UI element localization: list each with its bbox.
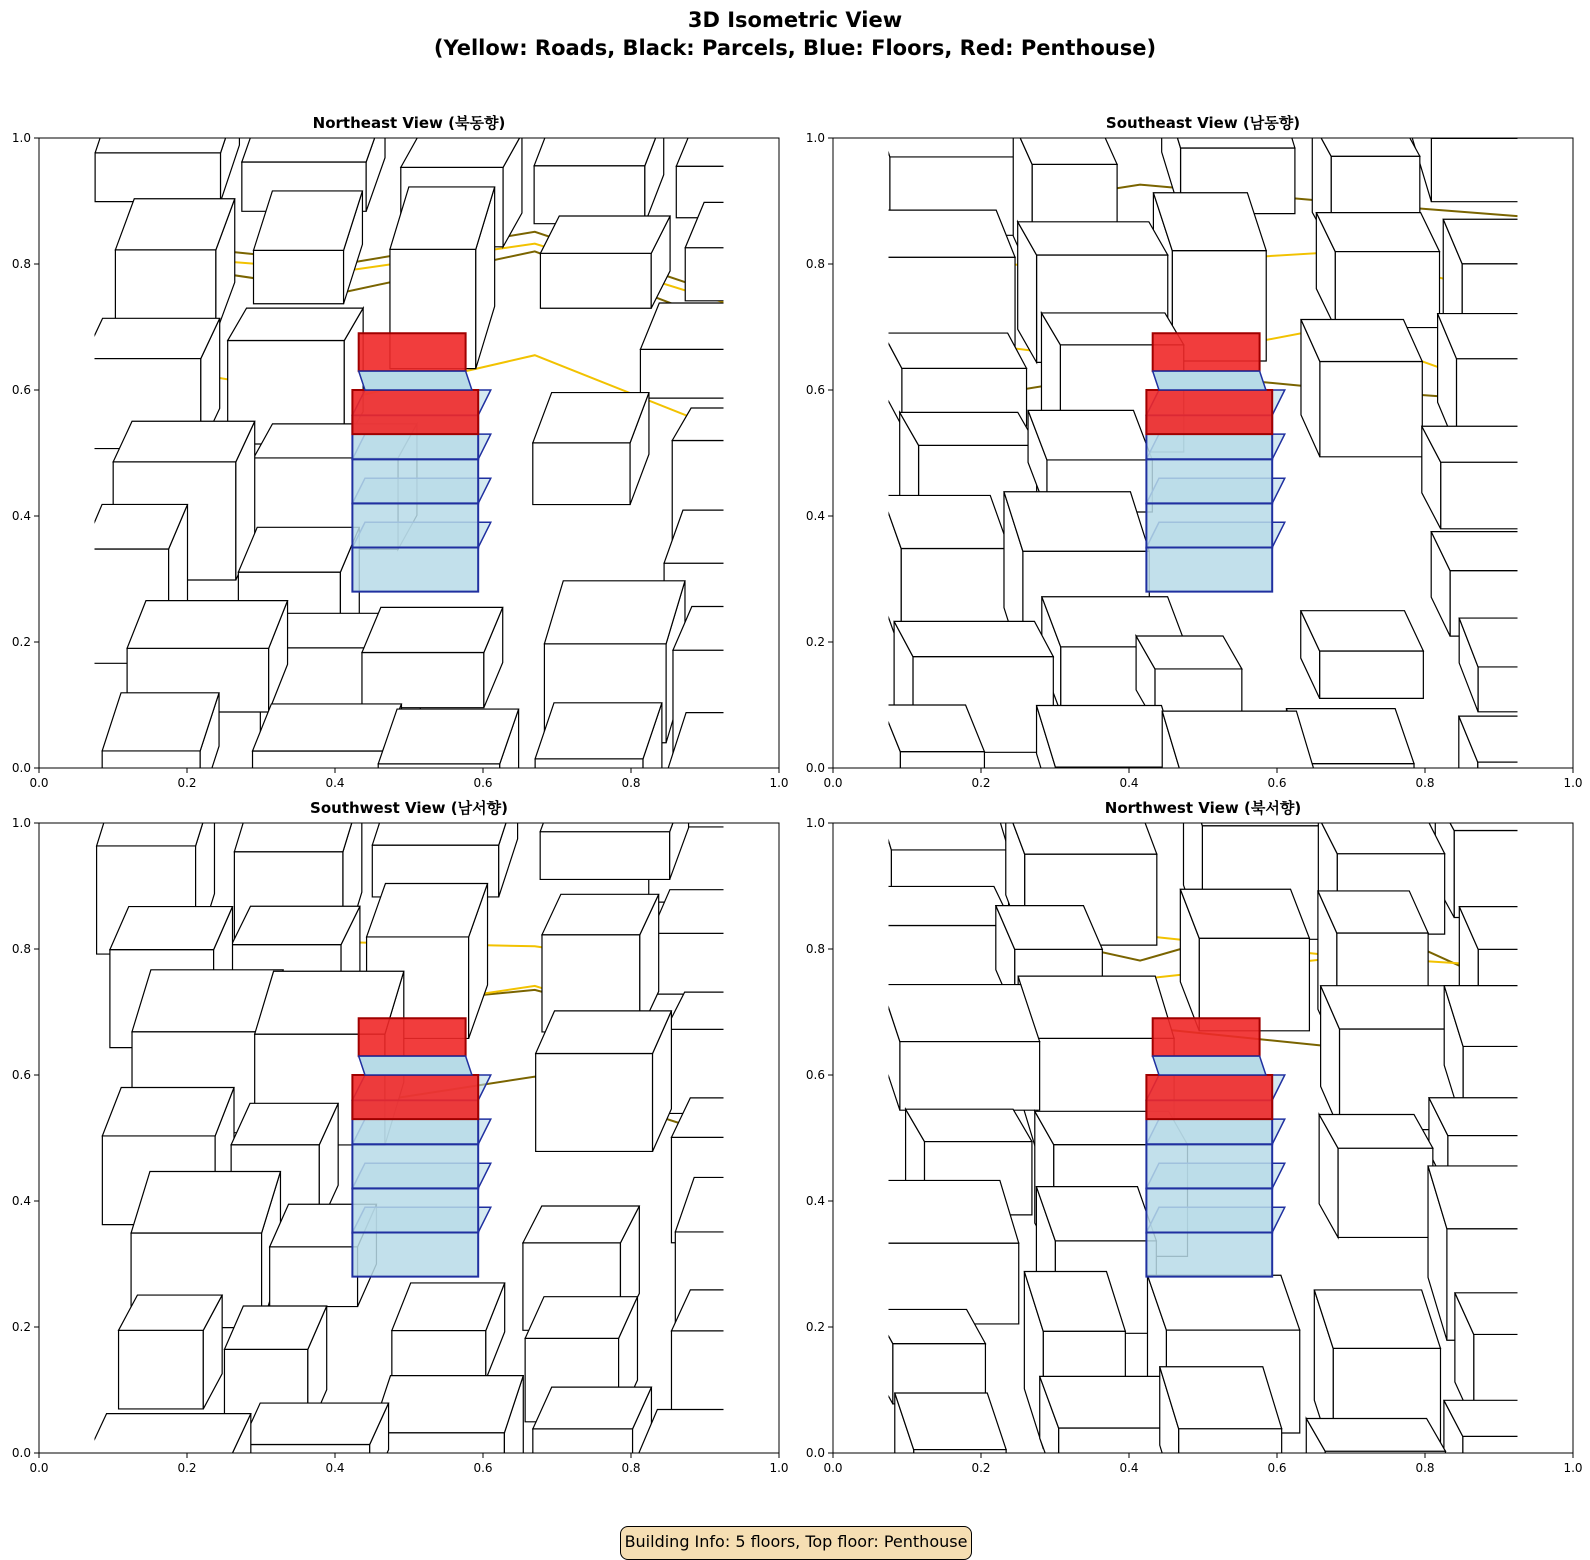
building-block (115, 199, 234, 334)
building-block (241, 1403, 388, 1491)
focus-building (352, 333, 490, 591)
floor-slab (352, 1233, 478, 1277)
y-tick-label: 0.0 (805, 1446, 825, 1460)
x-tick-label: 0.0 (823, 776, 843, 790)
x-tick-label: 0.8 (621, 1461, 641, 1475)
focus-building (352, 1018, 490, 1276)
x-tick-label: 0.8 (1415, 776, 1435, 790)
figure-title: 3D Isometric View (687, 8, 903, 32)
penthouse-roof-gap (359, 371, 472, 390)
floor-slab (1146, 548, 1272, 592)
y-tick-label: 0.4 (11, 1194, 31, 1208)
x-tick-label: 0.4 (1119, 776, 1139, 790)
x-tick-label: 0.8 (621, 776, 641, 790)
building-block (1435, 796, 1580, 918)
floor-slab (352, 459, 478, 503)
building-block (95, 96, 239, 201)
figure-subtitle: (Yellow: Roads, Black: Parcels, Blue: Floors, Red: Penthouse) (433, 36, 1157, 60)
building-block (533, 1387, 652, 1507)
penthouse-upper (359, 1018, 466, 1056)
x-tick-label: 0.6 (473, 776, 493, 790)
building-block (1316, 213, 1439, 328)
x-tick-label: 1.0 (769, 1461, 789, 1475)
y-tick-label: 0.8 (11, 257, 31, 271)
building-block (1180, 889, 1309, 1031)
building-block (868, 1180, 1018, 1324)
floor-slab (1146, 1188, 1272, 1232)
y-tick-label: 0.0 (11, 1446, 31, 1460)
building-block (685, 202, 847, 300)
building-block (1422, 426, 1537, 529)
building-block (638, 1410, 780, 1544)
x-tick-label: 0.2 (971, 1461, 991, 1475)
building-block (392, 1283, 505, 1380)
y-tick-label: 0.6 (805, 383, 825, 397)
floor-slab (1146, 503, 1272, 547)
building-block (640, 303, 781, 398)
penthouse-lower (352, 1075, 478, 1119)
building-block (1160, 1367, 1282, 1507)
scene (863, 75, 1586, 869)
building-info-box: Building Info: 5 floors, Top floor: Penthouse (620, 1526, 972, 1560)
x-tick-label: 0.6 (473, 1461, 493, 1475)
x-tick-label: 0.4 (325, 776, 345, 790)
penthouse-lower (1146, 390, 1272, 434)
focus-building (1146, 1018, 1284, 1276)
floor-slab (352, 1144, 478, 1188)
y-tick-label: 0.6 (805, 1068, 825, 1082)
y-tick-label: 0.2 (11, 1320, 31, 1334)
building-block (540, 780, 688, 879)
panel-title: Northwest View (북서향) (1104, 799, 1302, 817)
penthouse-roof-gap (1153, 371, 1266, 390)
y-tick-label: 0.4 (805, 509, 825, 523)
y-tick-label: 0.6 (11, 1068, 31, 1082)
panel-northwest (806, 771, 1590, 1553)
building-block (1301, 320, 1422, 457)
y-tick-label: 1.0 (11, 816, 31, 830)
building-block (863, 210, 1015, 348)
x-tick-label: 0.4 (325, 1461, 345, 1475)
building-block (362, 607, 503, 707)
building-block (1162, 711, 1315, 840)
building-block (119, 1295, 223, 1409)
penthouse-upper (359, 333, 466, 371)
panel-title: Southwest View (남서향) (310, 799, 508, 817)
y-tick-label: 0.8 (805, 257, 825, 271)
panel-northeast (12, 96, 847, 886)
x-tick-label: 0.0 (29, 776, 49, 790)
building-block (540, 216, 670, 308)
y-tick-label: 1.0 (11, 131, 31, 145)
x-tick-label: 1.0 (1563, 776, 1583, 790)
y-tick-label: 1.0 (805, 131, 825, 145)
building-block (88, 1414, 251, 1544)
y-tick-label: 0.8 (11, 942, 31, 956)
building-block (533, 393, 649, 505)
y-tick-label: 1.0 (805, 816, 825, 830)
panel-title: Northeast View (북동향) (312, 114, 506, 132)
building-block (378, 709, 518, 839)
y-tick-label: 0.2 (11, 635, 31, 649)
y-tick-label: 0.8 (805, 942, 825, 956)
building-block (372, 1376, 524, 1511)
building-block (651, 890, 773, 994)
penthouse-upper (1153, 1018, 1260, 1056)
y-tick-label: 0.2 (805, 1320, 825, 1334)
building-block (881, 985, 1040, 1111)
building-block (102, 693, 219, 804)
y-tick-label: 0.6 (11, 383, 31, 397)
y-tick-label: 0.4 (11, 509, 31, 523)
building-block (1319, 1114, 1433, 1237)
floor-slab (352, 1188, 478, 1232)
x-tick-label: 0.6 (1267, 1461, 1287, 1475)
x-tick-label: 0.0 (29, 1461, 49, 1475)
penthouse-lower (1146, 1075, 1272, 1119)
building-block (1412, 75, 1546, 201)
x-tick-label: 0.6 (1267, 776, 1287, 790)
building-block (874, 1309, 986, 1403)
building-block (1306, 1418, 1445, 1553)
y-tick-label: 0.2 (805, 635, 825, 649)
scene (88, 778, 830, 1544)
scene (857, 771, 1590, 1553)
building-block (253, 704, 402, 839)
penthouse-roof-gap (1153, 1056, 1266, 1075)
x-tick-label: 0.2 (177, 1461, 197, 1475)
x-tick-label: 0.4 (1119, 1461, 1139, 1475)
x-tick-label: 0.0 (823, 1461, 843, 1475)
x-tick-label: 0.8 (1415, 1461, 1435, 1475)
building-block (676, 121, 805, 218)
panel-southwest (12, 778, 830, 1544)
x-tick-label: 0.2 (971, 776, 991, 790)
penthouse-upper (1153, 333, 1260, 371)
floor-slab (352, 548, 478, 592)
building-block (1301, 611, 1424, 699)
building-block (534, 117, 664, 224)
x-tick-label: 1.0 (1563, 1461, 1583, 1475)
x-tick-label: 1.0 (769, 776, 789, 790)
penthouse-lower (352, 390, 478, 434)
penthouse-roof-gap (359, 1056, 472, 1075)
building-block (1459, 716, 1569, 835)
panel-southeast (806, 75, 1585, 869)
building-block (666, 992, 811, 1113)
focus-building (1146, 333, 1284, 591)
x-tick-label: 0.2 (177, 776, 197, 790)
floor-slab (1146, 459, 1272, 503)
y-tick-label: 0.4 (805, 1194, 825, 1208)
building-block (536, 1011, 672, 1152)
y-tick-label: 0.0 (805, 761, 825, 775)
floor-slab (352, 503, 478, 547)
floor-slab (1146, 1233, 1272, 1277)
floor-slab (1146, 1144, 1272, 1188)
building-block (1286, 709, 1414, 833)
building-block (1459, 618, 1570, 712)
building-block (254, 191, 363, 304)
panel-title: Southeast View (남동향) (1105, 114, 1301, 132)
y-tick-label: 0.0 (11, 761, 31, 775)
